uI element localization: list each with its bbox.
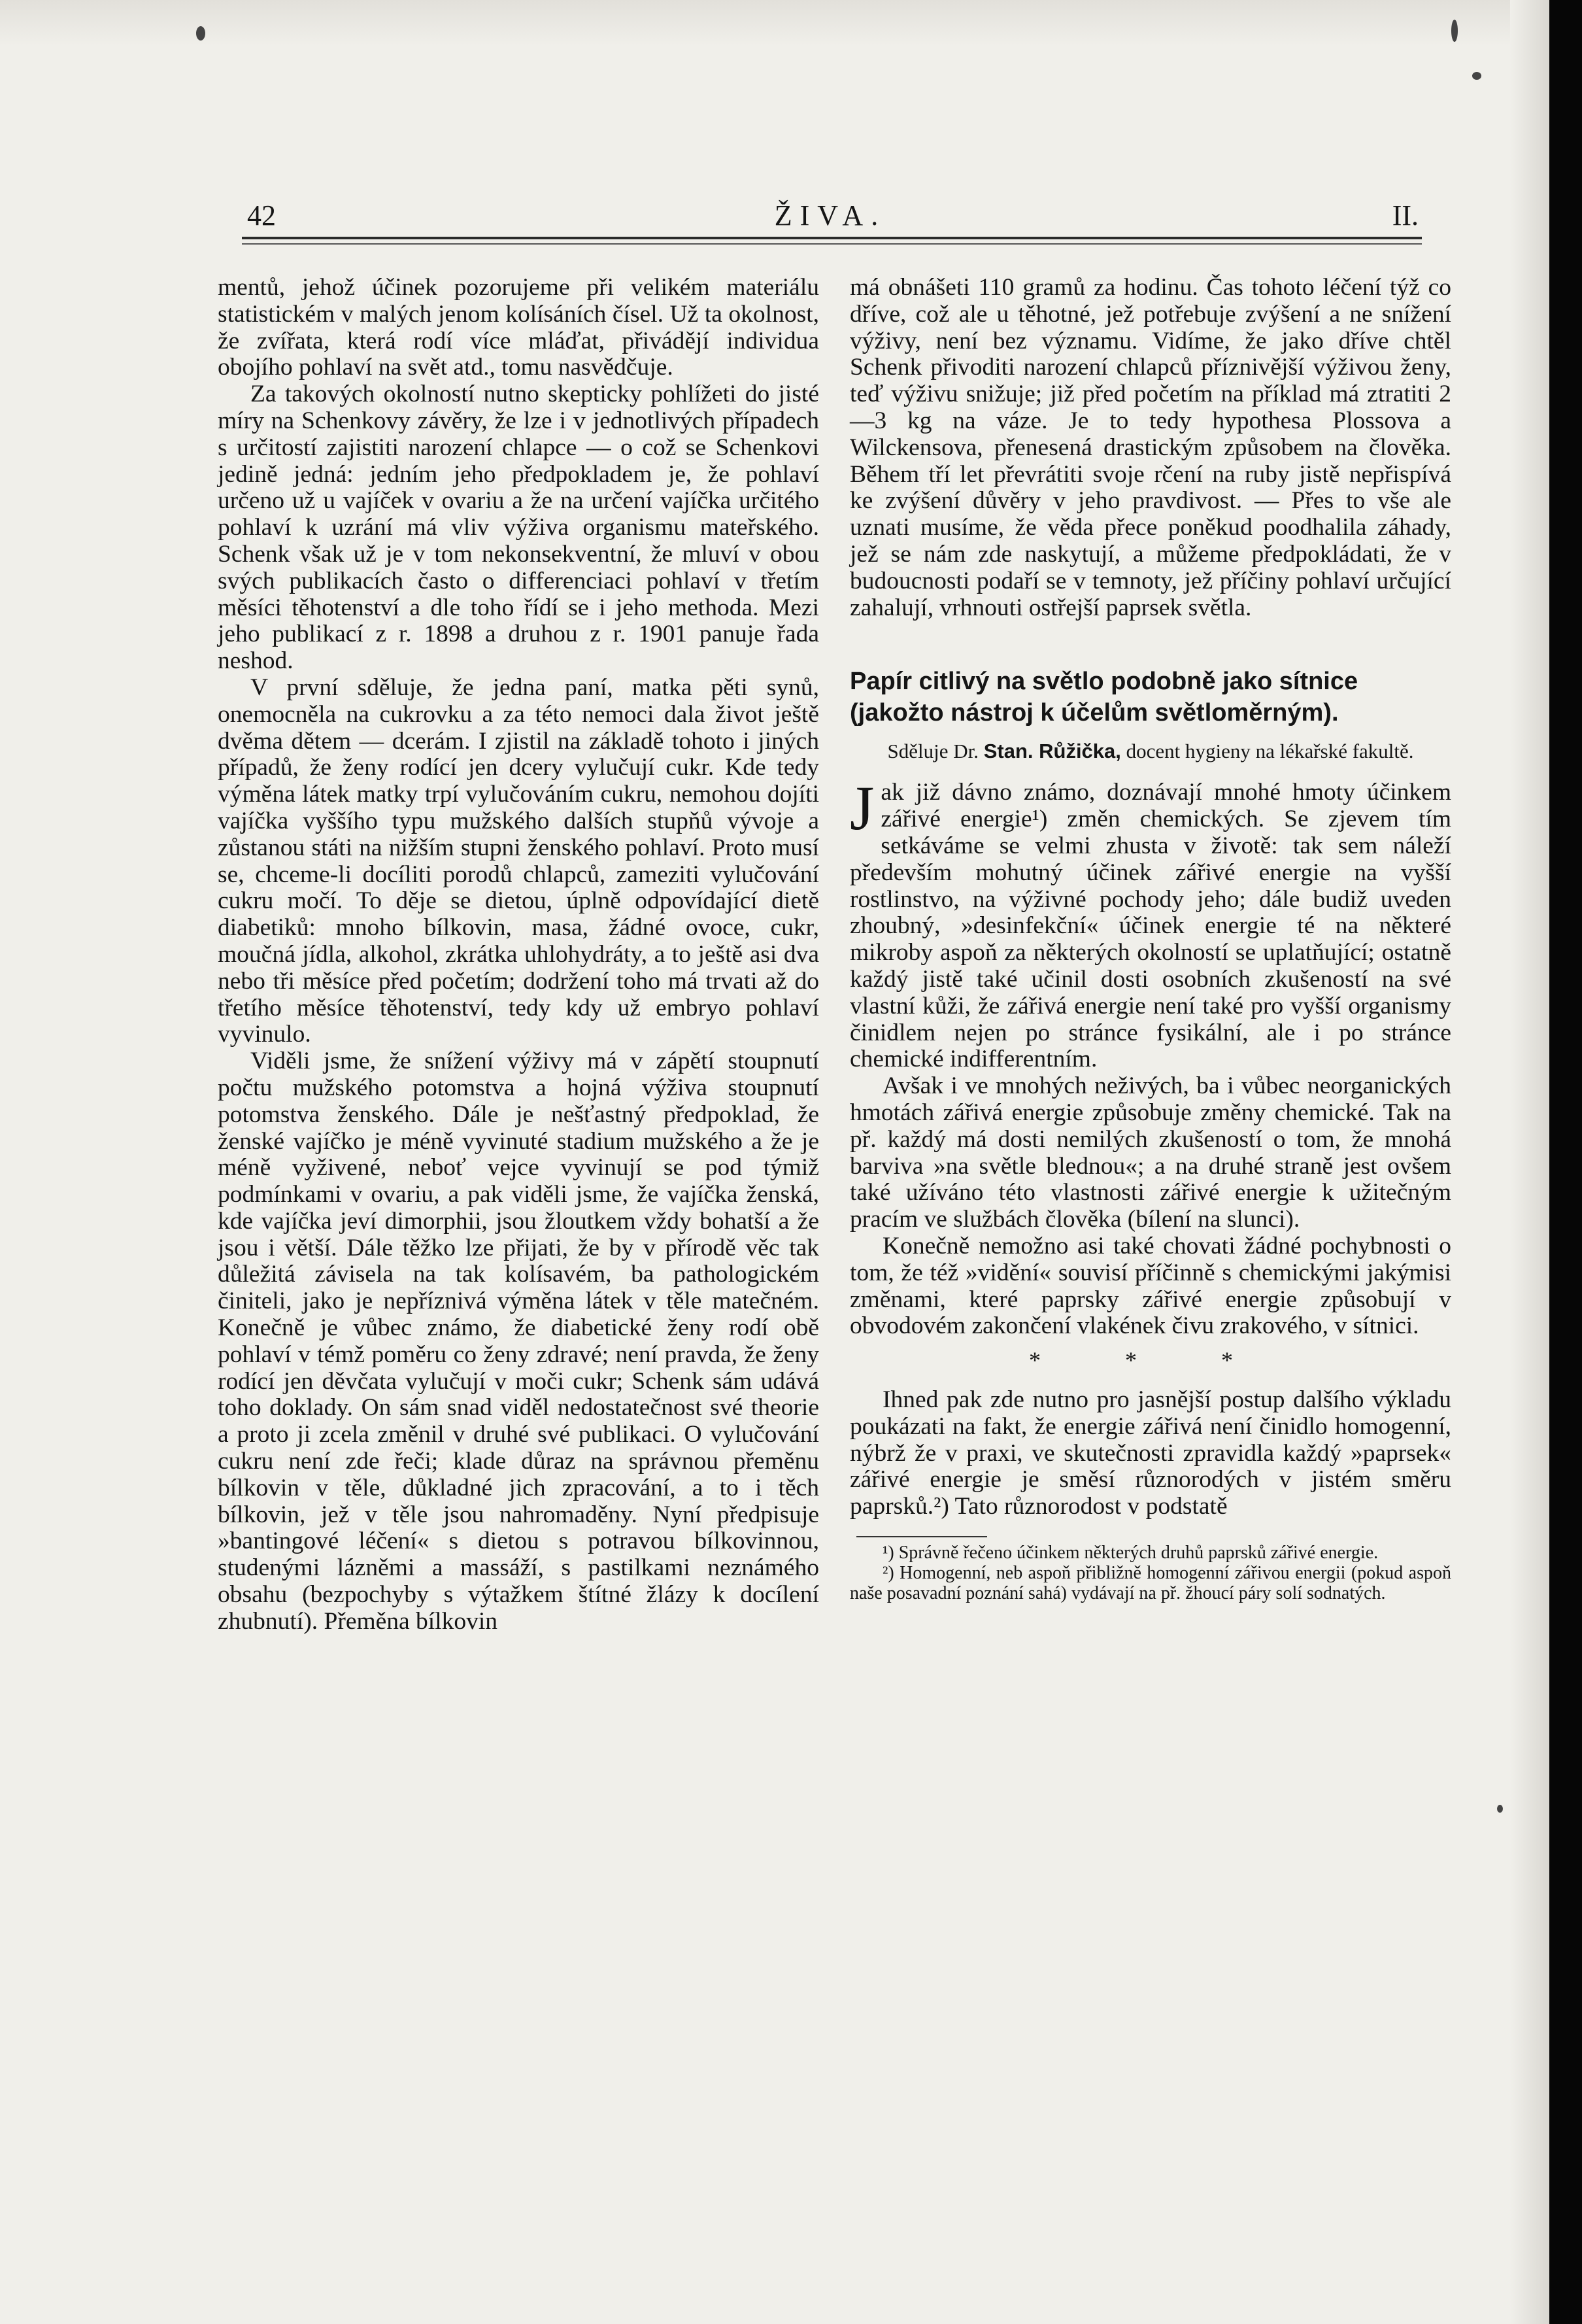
footnote: ¹) Správně řečeno účinkem některých druhů paprsků zářivé energie. xyxy=(883,1543,1379,1564)
paragraph: Za takových okolností nutno skepticky pohlížeti do jisté míry na Schenkovy závěry, že lze i v jednotlivých případech s určitostí zajistiti narození chlapce — o což se Schenkovi jedině jedná: jedním jeho předpokladem je, že pohlaví určeno už u vajíček v ovariu a že na určení vajíčka určitého pohlaví k uzrání má vliv výživa organismu mateřského. Schenk však už je v tom nekonsekventní, že mluví v obou svých publikacích často o differenciaci pohlaví v třetím měsíci těhotenství a dle toho řídí se i jeho methoda. Mezi jeho publikací z r. 1898 a druhou z r. 1901 panuje řada neshod. xyxy=(218,381,819,675)
footnote: ²) Homogenní, neb aspoň přibližně homogenní zářivou energii (pokud aspoň naše posavadní poznání sahá) vydávají na př. žhoucí páry solí sodnatých. xyxy=(850,1563,1451,1604)
paragraph: mentů, jehož účinek pozorujeme při velikém materiálu statistickém v malých jenom kolísáních čísel. Už ta okolnost, že zvířata, která rodí více mláďat, přivádějí individua obojího pohlaví na svět atd., tomu nasvědčuje. xyxy=(218,274,819,381)
page-number: 42 xyxy=(247,199,276,231)
header-rule-thin xyxy=(242,243,1422,245)
paragraph: Avšak i ve mnohých neživých, ba i vůbec neorganických hmotách zářivá energie způsobuje změny chemické. Tak na př. každý má dosti nemilých zkušeností o tom, že mnohá barviva »na světle blednou«; a na druhé straně jest ovšem také užíváno této vlastnosti zářivé energie k užitečným pracím ve službách člověka (bílení na slunci). xyxy=(850,1072,1451,1233)
scan-speck xyxy=(1497,1805,1503,1813)
running-header xyxy=(242,190,1419,235)
section-separator: * * * xyxy=(1029,1347,1272,1374)
page-edge-shadow xyxy=(1510,0,1549,2324)
right-column xyxy=(850,275,1451,1603)
byline-suffix: docent hygieny na lékařské fakultě. xyxy=(1126,740,1414,763)
paragraph: má obnášeti 110 gramů za hodinu. Čas tohoto léčení týž co dříve, což ale u těhotné, jež potřebuje zvýšení a ne snížení výživy, není bez významu. Vidíme, že jako dříve chtěl Schenk přivoditi narození chlapců příznivější výživou ženy, teď výživu snižuje; již před početím na příklad má ztratiti 2—3 kg na váze. Je to tedy hypothesa Plossova a Wilckensova, přenesená drastickým způsobem na člověka. Během tří let převrátiti svoje rčení na ruby jistě nepřispívá ke zvýšení důvěry v jeho pravdivost. — Přes to vše ale uznati musíme, že věda přece poněkud poodhalila záhady, jež se nám zde naskytují, a můžeme předpokládati, že v budoucnosti podaří se v temnoty, jež příčiny pohlaví určující zahalují, vrhnouti ostřejší paprsek světla. xyxy=(850,274,1451,621)
byline-prefix: Sděluje Dr. xyxy=(887,740,979,763)
left-column xyxy=(218,275,819,1635)
article-first-paragraph xyxy=(850,773,1451,1073)
footnote-rule xyxy=(856,1536,987,1537)
first-paragraph-text: ak již dávno známo, doznávají mnohé hmoty účinkem zářivé energie¹) změn chemických. Se zjevem tím setkáváme se velmi zhusta v životě: tak sem náleží především mohutný účinek zářivé energie na vyšší rostlinstvo, na výživné pochody jeho; dále budiž uveden zhoubný, »desinfekční« účinek energie té na některé mikroby aspoň za některých okolností se uplatňující; ostatně každý jistě také učinil dosti osobních zkušeností na své vlastní kůži, že zářivá energie není také pro vyšší organismy činidlem nejen po stránce fysikální, ale i po stránce chemické indifferentním. xyxy=(850,779,1451,1073)
byline-author: Stan. Růžička, xyxy=(983,740,1121,763)
header-rule xyxy=(242,237,1422,239)
article-byline xyxy=(850,740,1451,762)
paragraph: V první sděluje, že jedna paní, matka pěti synů, onemocněla na cukrovku a za této nemoci dala život ještě dvěma dětem — dcerám. I zjistil na základě tohoto i jiných případů, že ženy rodící jen dcery vylučují cukr. Kde tedy výměna látek matky trpí vylučováním cukru, nemohou dojíti vajíčka vyššího typu mužského dalších stupňů vývoje a zůstanou státi na nižším stupni ženského pohlaví. Proto musí se, chceme-li docíliti porodů chlapců, zameziti vylučování cukru močí. To děje se dietou, úplně odpovídající dietě diabetiků: mnoho bílkovin, masa, žádné ovoce, cukr, moučná jídla, alkohol, zkrátka uhlohydráty, a to ještě asi dva nebo tři měsíce před početím; dodržení toho má trvati až do třetího měsíce těhotenství, tedy kdy už embryo pohlaví vyvinulo. xyxy=(218,674,819,1048)
drop-cap: J xyxy=(850,773,875,844)
journal-title: ŽIVA. xyxy=(774,199,886,231)
scan-speck xyxy=(1451,20,1458,42)
scan-speck xyxy=(196,26,205,41)
article-title: Papír citlivý na světlo podobně jako sítnice (jakožto nástroj k účelům světloměrným). xyxy=(850,668,1358,727)
paragraph: Ihned pak zde nutno pro jasnější postup dalšího výkladu poukázati na fakt, že energie zářivá není činidlo homogenní, nýbrž že v praxi, ve skutečnosti zpravidla každý »paprsek« zářivé energie je směsí různorodých v jistém směru paprsků.²) Tato různorodost v podstatě xyxy=(850,1386,1451,1520)
page-top-shadow xyxy=(0,0,1549,46)
scan-speck xyxy=(1472,72,1481,80)
paragraph: Viděli jsme, že snížení výživy má v zápětí stoupnutí počtu mužského potomstva a hojná výživa stoupnutí potomstva ženského. Dále je nešťastný předpoklad, že ženské vajíčko je méně vyvinuté stadium mužského a že je méně vyživené, neboť vejce vyvinují se pod týmiž podmínkami v ovariu, a pak viděli jsme, že vajíčka ženská, kde vajíčka jeví dimorphii, jsou žloutkem vždy bohatší a že jsou i větší. Dále těžko lze přijati, že by v přírodě věc tak důležitá závisela na tak kolísavém, ba pathologickém činiteli, jako je nepříznivá výměna látek v těle matečném. Konečně je vůbec známo, že diabetické ženy rodí obě pohlaví v témž poměru co ženy zdravé; není pravda, že ženy rodící jen děvčata vylučují v moči cukr; Schenk sám udává toho doklady. On sám snad viděl nedostatečnost své theorie a proto ji zcela změnil v druhé své publikaci. O vylučování cukru není zde řeči; klade důraz na správnou přeměnu bílkovin v těle, důkladné jich zpracování, a to i těch bílkovin, jež v těle jsou nahromaděny. Nyní předpisuje »bantingové léčení« s dietou s potravou bílkovinnou, studenými lázněmi a massáží, s pastilkami neznámého obsahu (bezpochyby s výtažkem štítné žlázy k docílení zhubnutí). Přeměna bílkovin xyxy=(218,1048,819,1635)
volume-number: II. xyxy=(1392,199,1419,231)
paragraph: Konečně nemožno asi také chovati žádné pochybnosti o tom, že též »vidění« souvisí příčinně s chemickými jakýmisi změnami, které paprsky zářivé energie způsobují v obvodovém zakončení vlakének čivu zrakového, v sítnici. xyxy=(850,1232,1451,1340)
